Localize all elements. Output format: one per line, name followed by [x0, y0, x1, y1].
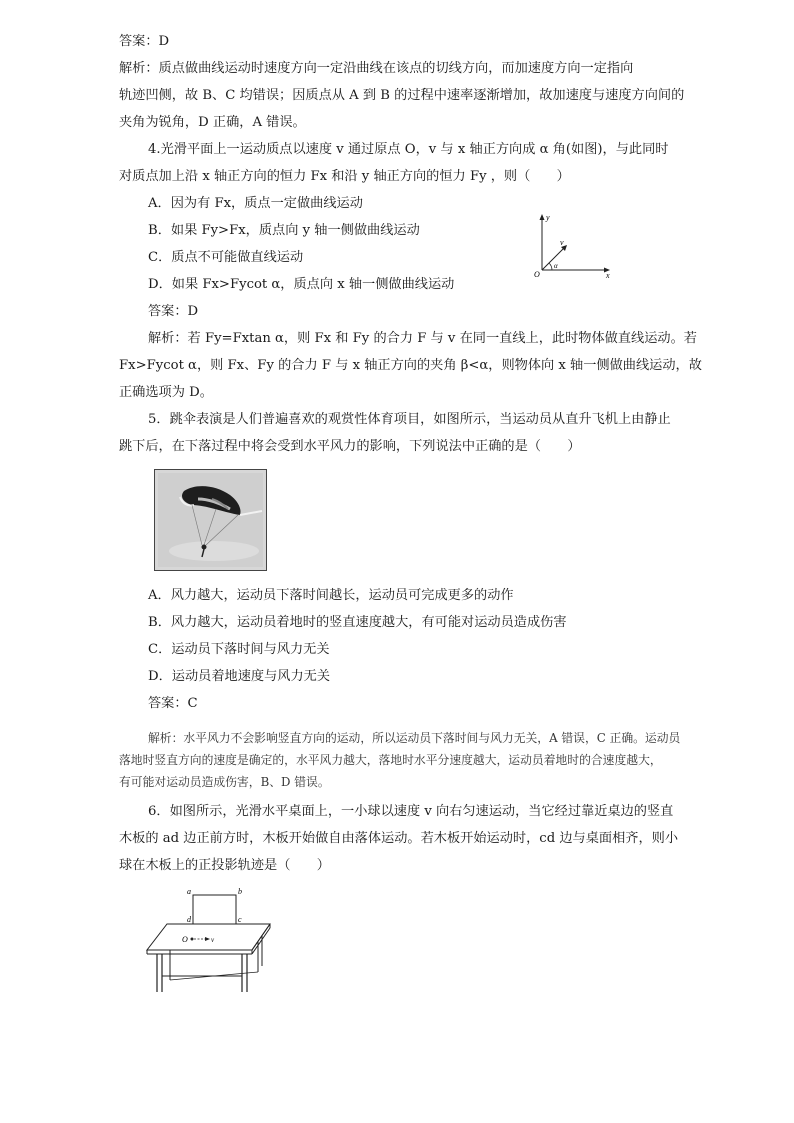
question-5-line1: 5．跳伞表演是人们普遍喜欢的观赏性体育项目，如图所示，当运动员从直升飞机上由静止 — [148, 412, 671, 427]
q4-option-b: B．如果 Fy>Fx，质点向 y 轴一侧做曲线运动 — [148, 223, 420, 238]
ball-velocity-label: v — [211, 936, 215, 944]
q5-option-a: A．风力越大，运动员下落时间越长，运动员可完成更多的动作 — [148, 588, 514, 603]
analysis-q3-line1: 解析：质点做曲线运动时速度方向一定沿曲线在该点的切线方向，而加速度方向一定指向 — [119, 61, 634, 76]
analysis-q5-line1: 解析：水平风力不会影响竖直方向的运动，所以运动员下落时间与风力无关，A 错误，C 正确。运动员 — [148, 731, 681, 745]
parachute-photo — [154, 469, 267, 571]
answer-q3: 答案：D — [119, 34, 170, 49]
q4-option-c: C．质点不可能做直线运动 — [148, 250, 304, 265]
analysis-q4-line1: 解析：若 Fy=Fxtan α，则 Fx 和 Fy 的合力 F 与 v 在同一直线上，此时物体做直线运动。若 — [148, 331, 697, 346]
analysis-q5-line3: 有可能对运动员造成伤害，B、D 错误。 — [119, 775, 330, 789]
board-corner-b: b — [238, 887, 242, 896]
velocity-label: v — [560, 238, 564, 247]
y-axis-label: y — [546, 213, 550, 222]
answer-q5: 答案：C — [148, 696, 198, 711]
question-4-line1: 4.光滑平面上一运动质点以速度 v 通过原点 O，v 与 x 轴正方向成 α 角(如图)，与此同时 — [148, 142, 669, 157]
board-corner-a: a — [187, 887, 191, 896]
ball-origin-label: O — [182, 935, 188, 944]
x-axis-label: x — [606, 271, 610, 280]
q4-option-d: D．如果 Fx>Fycot α，质点向 x 轴一侧做曲线运动 — [148, 277, 455, 292]
origin-label: O — [534, 270, 540, 279]
question-5-line2: 跳下后，在下落过程中将会受到水平风力的影响，下列说法中正确的是（ ） — [119, 439, 581, 454]
question-6-line1: 6．如图所示，光滑水平桌面上，一小球以速度 v 向右匀速运动，当它经过靠近桌边的竖直 — [148, 804, 674, 819]
q4-option-a: A．因为有 Fx，质点一定做曲线运动 — [148, 196, 363, 211]
question-6-line2: 木板的 ad 边正前方时，木板开始做自由落体运动。若木板开始运动时，cd 边与桌面相齐，则小 — [119, 831, 679, 846]
question-4-line2: 对质点加上沿 x 轴正方向的恒力 Fx 和沿 y 轴正方向的恒力 Fy ，则（ ） — [119, 169, 570, 184]
analysis-q5-line2: 落地时竖直方向的速度是确定的，水平风力越大，落地时水平分速度越大，运动员着地时的合速度越大， — [119, 753, 662, 767]
answer-q4: 答案：D — [148, 304, 199, 319]
alpha-label: α — [554, 262, 558, 270]
q5-option-d: D．运动员着地速度与风力无关 — [148, 669, 331, 684]
velocity-axes-figure — [528, 210, 618, 280]
question-6-line3: 球在木板上的正投影轨迹是（ ） — [119, 858, 330, 873]
table-board-figure — [140, 880, 280, 995]
analysis-q3-line2: 轨迹凹侧，故 B、C 均错误；因质点从 A 到 B 的过程中速率逐渐增加，故加速度与速度方向间的 — [119, 88, 685, 103]
analysis-q4-line3: 正确选项为 D。 — [119, 385, 213, 400]
board-corner-d: d — [187, 915, 191, 924]
analysis-q4-line2: Fx>Fycot α，则 Fx、Fy 的合力 F 与 x 轴正方向的夹角 β<α，则物体向 x 轴一侧做曲线运动，故 — [119, 358, 702, 373]
analysis-q3-line3: 夹角为锐角，D 正确，A 错误。 — [119, 115, 306, 130]
q5-option-c: C．运动员下落时间与风力无关 — [148, 642, 330, 657]
board-corner-c: c — [238, 915, 242, 924]
q5-option-b: B．风力越大，运动员着地时的竖直速度越大，有可能对运动员造成伤害 — [148, 615, 567, 630]
